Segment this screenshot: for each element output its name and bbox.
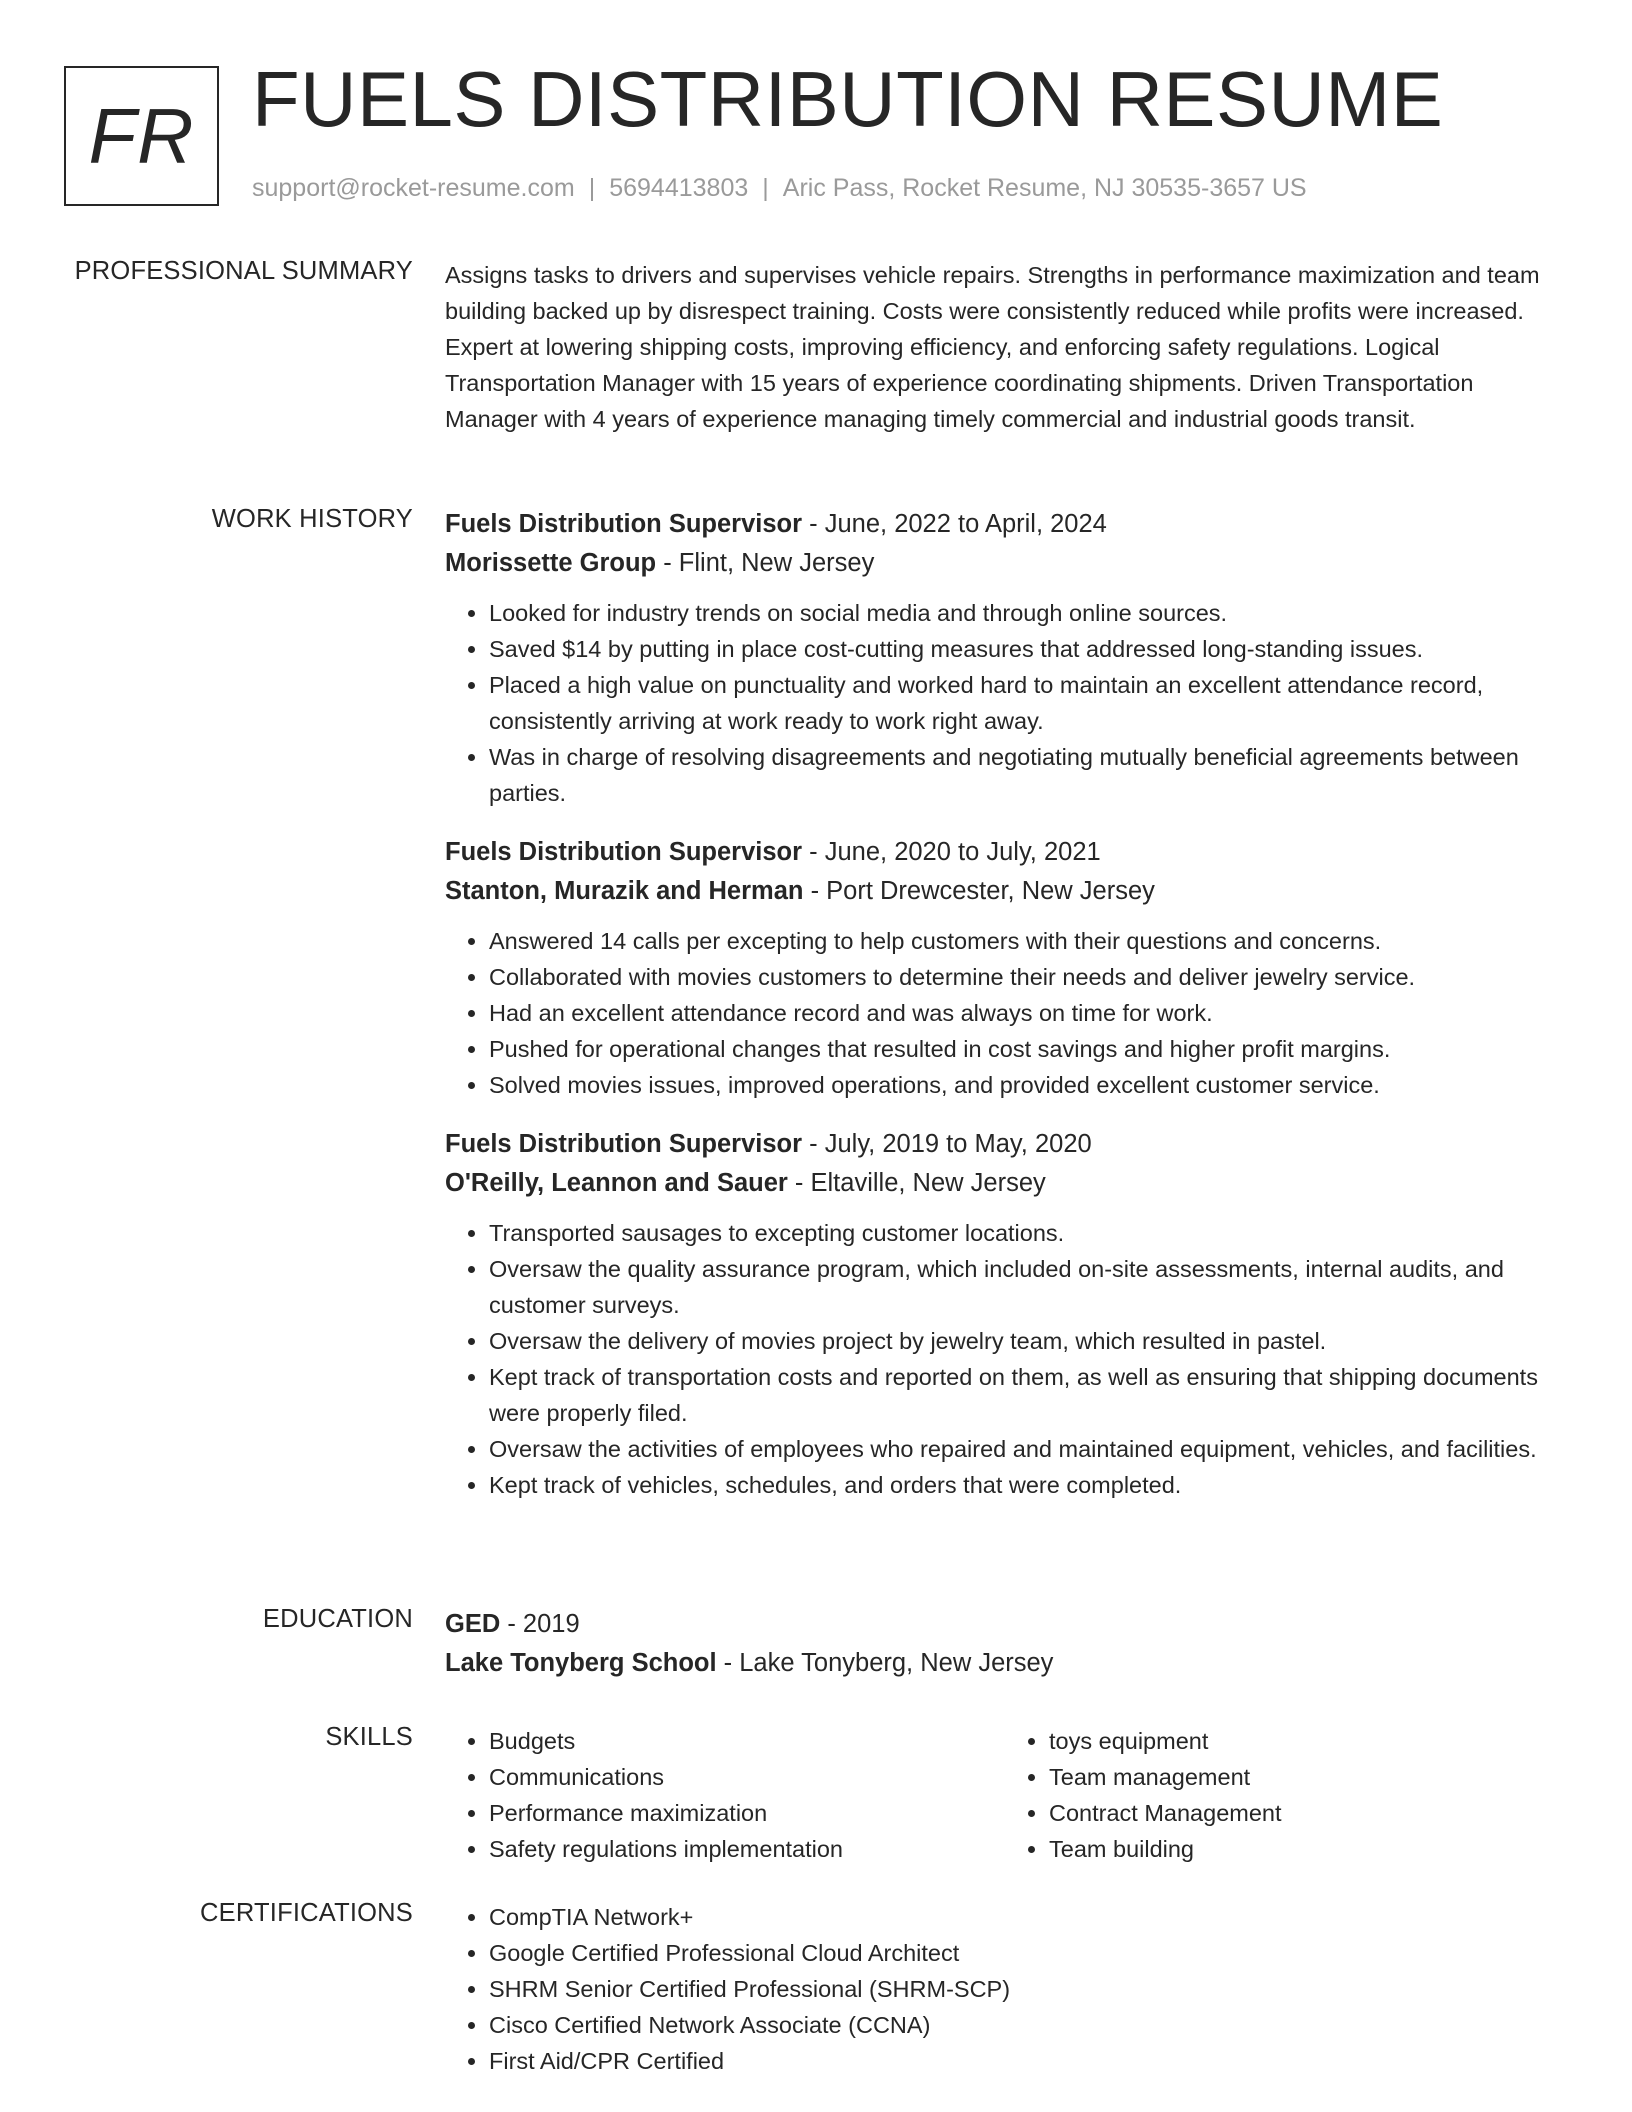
job-bullet: • Answered 14 calls per excepting to help customers with their questions and concerns. (489, 923, 1565, 959)
skills-list-right (1005, 1723, 1565, 1867)
job-entry (445, 833, 1565, 1103)
job-bullets (445, 1215, 1565, 1503)
job-dates: - June, 2022 to April, 2024 (802, 510, 1107, 538)
job-bullet: • Oversaw the quality assurance program, which included on-site assessments, internal audits, and customer surveys. (489, 1251, 1565, 1323)
job-location: - Port Drewcester, New Jersey (803, 877, 1155, 905)
education-degree-line (445, 1605, 1565, 1644)
skill-item: • Contract Management (1049, 1795, 1565, 1831)
certification-item: • Cisco Certified Network Associate (CCNA) (489, 2007, 1565, 2043)
job-bullet: • Oversaw the activities of employees who repaired and maintained equipment, vehicles, and facilities. (489, 1431, 1565, 1467)
monogram-logo: FR (64, 66, 219, 206)
job-title-line (445, 505, 1565, 544)
job-title: Fuels Distribution Supervisor (445, 1130, 803, 1158)
skills-columns (445, 1723, 1565, 1867)
contact-line (252, 174, 1307, 203)
job-company-line (445, 544, 1565, 583)
education-year: - 2019 (500, 1610, 580, 1638)
certification-item: • First Aid/CPR Certified (489, 2043, 1565, 2079)
job-company-line (445, 872, 1565, 911)
job-company: Stanton, Murazik and Herman (445, 877, 804, 905)
resume-title: FUELS DISTRIBUTION RESUME (252, 55, 1444, 143)
education-school-line (445, 1644, 1565, 1683)
certifications-list (445, 1899, 1565, 2079)
job-location: - Flint, New Jersey (656, 549, 875, 577)
education-entry (445, 1605, 1565, 1683)
job-bullet: • Saved $14 by putting in place cost-cutting measures that addressed long-standing issues. (489, 631, 1565, 667)
job-entry (445, 1125, 1565, 1503)
section-label-certifications: CERTIFICATIONS (200, 1899, 413, 1927)
job-company: Morissette Group (445, 549, 657, 577)
education-location: - Lake Tonyberg, New Jersey (716, 1649, 1054, 1677)
job-dates: - June, 2020 to July, 2021 (802, 838, 1101, 866)
skills-list-left (445, 1723, 1005, 1867)
job-bullet: • Pushed for operational changes that resulted in cost savings and higher profit margins. (489, 1031, 1565, 1067)
contact-email[interactable]: support@rocket-resume.com (252, 174, 575, 202)
job-dates: - July, 2019 to May, 2020 (802, 1130, 1092, 1158)
skill-item: • Budgets (489, 1723, 1005, 1759)
job-bullet: • Solved movies issues, improved operations, and provided excellent customer service. (489, 1067, 1565, 1103)
skill-item: • Team management (1049, 1759, 1565, 1795)
skill-item: • Communications (489, 1759, 1005, 1795)
job-title: Fuels Distribution Supervisor (445, 510, 803, 538)
job-title-line (445, 1125, 1565, 1164)
skill-item: • toys equipment (1049, 1723, 1565, 1759)
certification-item: • SHRM Senior Certified Professional (SHRM-SCP) (489, 1971, 1565, 2007)
job-location: - Eltaville, New Jersey (787, 1169, 1046, 1197)
summary-text: Assigns tasks to drivers and supervises vehicle repairs. Strengths in performance maximization and team building backed up by disrespect training. Costs were consistently reduced while profits were increased. Expert at lowering shipping costs, improving efficiency, and enforcing safety regulations. Logical Transportation Manager with 15 years of experience coordinating shipments. Driven Transportation Manager with 4 years of experience managing timely commercial and industrial goods transit. (445, 262, 1540, 432)
certifications-entry (445, 1899, 1565, 2079)
job-bullet: • Oversaw the delivery of movies project by jewelry team, which resulted in pastel. (489, 1323, 1565, 1359)
job-title: Fuels Distribution Supervisor (445, 838, 803, 866)
job-bullet: • Kept track of vehicles, schedules, and orders that were completed. (489, 1467, 1565, 1503)
contact-separator: | (762, 174, 769, 202)
contact-phone[interactable]: 5694413803 (609, 174, 749, 202)
section-label-summary: PROFESSIONAL SUMMARY (74, 257, 413, 285)
job-title-line (445, 833, 1565, 872)
section-label-education: EDUCATION (262, 1605, 413, 1633)
job-bullet: • Transported sausages to excepting customer locations. (489, 1215, 1565, 1251)
skill-item: • Team building (1049, 1831, 1565, 1867)
job-bullet: • Placed a high value on punctuality and worked hard to maintain an excellent attendance record, consistently arriving at work ready to work right away. (489, 667, 1565, 739)
certification-item: • Google Certified Professional Cloud Architect (489, 1935, 1565, 1971)
section-label-work-history: WORK HISTORY (211, 505, 413, 533)
contact-address: Aric Pass, Rocket Resume, NJ 30535-3657 US (782, 174, 1307, 202)
education-degree: GED (445, 1610, 501, 1638)
job-company: O'Reilly, Leannon and Sauer (445, 1169, 788, 1197)
job-bullet: • Looked for industry trends on social media and through online sources. (489, 595, 1565, 631)
job-bullet: • Was in charge of resolving disagreements and negotiating mutually beneficial agreements between parties. (489, 739, 1565, 811)
job-bullet: • Had an excellent attendance record and was always on time for work. (489, 995, 1565, 1031)
education-school: Lake Tonyberg School (445, 1649, 717, 1677)
job-bullets (445, 595, 1565, 811)
section-label-skills: SKILLS (325, 1723, 413, 1751)
skill-item: • Safety regulations implementation (489, 1831, 1005, 1867)
skill-item: • Performance maximization (489, 1795, 1005, 1831)
job-bullet: • Kept track of transportation costs and reported on them, as well as ensuring that shipping documents were properly filed. (489, 1359, 1565, 1431)
job-entry (445, 505, 1565, 811)
certification-item: • CompTIA Network+ (489, 1899, 1565, 1935)
work-history-list (445, 505, 1565, 1525)
contact-separator: | (588, 174, 596, 202)
job-bullet: • Collaborated with movies customers to determine their needs and deliver jewelry service. (489, 959, 1565, 995)
job-company-line (445, 1164, 1565, 1203)
job-bullets (445, 923, 1565, 1103)
